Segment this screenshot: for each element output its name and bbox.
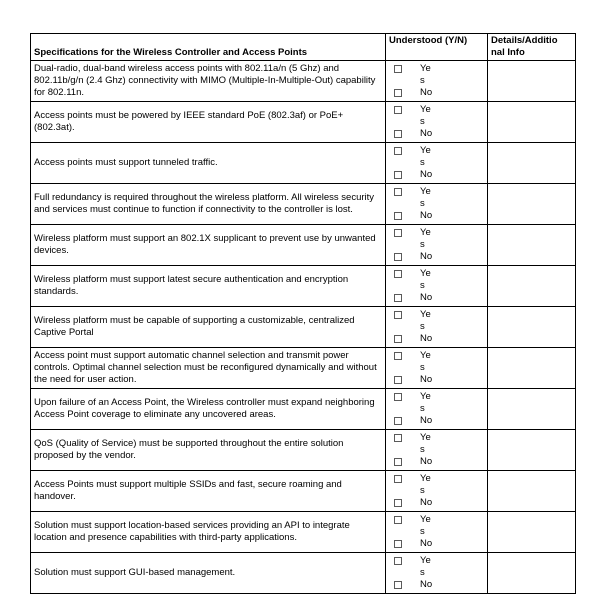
no-label: No xyxy=(420,251,433,262)
yes-option xyxy=(394,473,485,497)
no-checkbox[interactable] xyxy=(394,212,402,220)
no-checkbox[interactable] xyxy=(394,335,402,343)
spec-text: Access Points must support multiple SSIDs and fast, secure roaming and handover. xyxy=(31,471,386,512)
spec-text: Wireless platform must be capable of supporting a customizable, centralized Captive Portal xyxy=(31,307,386,348)
spec-text: Full redundancy is required throughout the wireless platform. All wireless security and services must continue to function if connectivity to the controller is lost. xyxy=(31,184,386,225)
no-checkbox[interactable] xyxy=(394,376,402,384)
yes-option xyxy=(394,63,485,87)
no-option xyxy=(394,292,485,304)
specifications-table xyxy=(30,33,576,594)
table-row xyxy=(31,553,576,594)
yes-checkbox[interactable] xyxy=(394,270,402,278)
details-cell[interactable] xyxy=(488,61,576,102)
yes-option xyxy=(394,104,485,128)
no-label: No xyxy=(420,128,433,139)
table-row xyxy=(31,61,576,102)
yes-checkbox[interactable] xyxy=(394,434,402,442)
understood-cell xyxy=(386,61,488,102)
yes-option xyxy=(394,309,485,333)
table-row xyxy=(31,266,576,307)
yes-checkbox[interactable] xyxy=(394,229,402,237)
yes-label: Yes xyxy=(420,555,431,578)
no-option xyxy=(394,456,485,468)
understood-cell xyxy=(386,471,488,512)
details-cell[interactable] xyxy=(488,348,576,389)
no-checkbox[interactable] xyxy=(394,540,402,548)
yes-label: Yes xyxy=(420,350,431,373)
yes-option xyxy=(394,555,485,579)
yes-label: Yes xyxy=(420,432,431,455)
table-row xyxy=(31,184,576,225)
spec-text: Solution must support location-based services providing an API to integrate location and presence capabilities with third-party applications. xyxy=(31,512,386,553)
table-row xyxy=(31,348,576,389)
understood-cell xyxy=(386,225,488,266)
no-checkbox[interactable] xyxy=(394,253,402,261)
yes-option xyxy=(394,432,485,456)
details-cell[interactable] xyxy=(488,266,576,307)
table-row xyxy=(31,225,576,266)
yes-label: Yes xyxy=(420,63,431,86)
spec-text: Access points must be powered by IEEE standard PoE (802.3af) or PoE+ (802.3at). xyxy=(31,102,386,143)
yes-checkbox[interactable] xyxy=(394,147,402,155)
yes-label: Yes xyxy=(420,145,431,168)
understood-cell xyxy=(386,266,488,307)
header-understood: Understood (Y/N) xyxy=(386,34,488,61)
yes-checkbox[interactable] xyxy=(394,393,402,401)
understood-cell xyxy=(386,348,488,389)
yes-checkbox[interactable] xyxy=(394,65,402,73)
yes-option xyxy=(394,227,485,251)
spec-text: Dual-radio, dual-band wireless access points with 802.11a/n (5 Ghz) and 802.11b/g/n (2.4 Ghz) connectivity with MIMO (Multiple-In-Multiple-Out) capability for 802.11n. xyxy=(31,61,386,102)
yes-label: Yes xyxy=(420,473,431,496)
header-row xyxy=(31,34,576,61)
header-specifications: Specifications for the Wireless Controller and Access Points xyxy=(31,34,386,61)
understood-cell xyxy=(386,102,488,143)
yes-option xyxy=(394,186,485,210)
spec-text: Wireless platform must support latest secure authentication and encryption standards. xyxy=(31,266,386,307)
no-option xyxy=(394,128,485,140)
yes-option xyxy=(394,268,485,292)
understood-cell xyxy=(386,389,488,430)
no-label: No xyxy=(420,333,433,344)
no-checkbox[interactable] xyxy=(394,458,402,466)
yes-checkbox[interactable] xyxy=(394,516,402,524)
details-cell[interactable] xyxy=(488,553,576,594)
yes-label: Yes xyxy=(420,104,431,127)
yes-option xyxy=(394,145,485,169)
table-row xyxy=(31,143,576,184)
no-checkbox[interactable] xyxy=(394,499,402,507)
details-cell[interactable] xyxy=(488,102,576,143)
table-row xyxy=(31,471,576,512)
no-option xyxy=(394,579,485,591)
no-option xyxy=(394,538,485,550)
yes-label: Yes xyxy=(420,309,431,332)
spec-text: Wireless platform must support an 802.1X supplicant to prevent use by unwanted devices. xyxy=(31,225,386,266)
details-cell[interactable] xyxy=(488,512,576,553)
yes-label: Yes xyxy=(420,391,431,414)
no-option xyxy=(394,497,485,509)
no-option xyxy=(394,333,485,345)
details-cell[interactable] xyxy=(488,307,576,348)
spec-text: QoS (Quality of Service) must be supported throughout the entire solution proposed by the vendor. xyxy=(31,430,386,471)
no-label: No xyxy=(420,374,433,385)
yes-label: Yes xyxy=(420,186,431,209)
details-cell[interactable] xyxy=(488,225,576,266)
no-checkbox[interactable] xyxy=(394,89,402,97)
yes-option xyxy=(394,350,485,374)
no-option xyxy=(394,415,485,427)
no-checkbox[interactable] xyxy=(394,581,402,589)
no-label: No xyxy=(420,210,433,221)
no-option xyxy=(394,374,485,386)
spec-text: Upon failure of an Access Point, the Wireless controller must expand neighboring Access Point coverage to eliminate any uncovered areas. xyxy=(31,389,386,430)
no-label: No xyxy=(420,415,433,426)
no-label: No xyxy=(420,456,433,467)
details-cell[interactable] xyxy=(488,471,576,512)
yes-checkbox[interactable] xyxy=(394,475,402,483)
spec-text: Access point must support automatic channel selection and transmit power controls. Optimal channel selection must be reconfigured dynamically and without the need for user action. xyxy=(31,348,386,389)
table-row xyxy=(31,389,576,430)
understood-cell xyxy=(386,307,488,348)
details-cell[interactable] xyxy=(488,184,576,225)
header-details: Details/Additional Info xyxy=(488,34,576,61)
no-label: No xyxy=(420,497,433,508)
no-option xyxy=(394,251,485,263)
spec-text: Solution must support GUI-based management. xyxy=(31,553,386,594)
no-label: No xyxy=(420,292,433,303)
spec-text: Access points must support tunneled traffic. xyxy=(31,143,386,184)
no-option xyxy=(394,87,485,99)
no-option xyxy=(394,210,485,222)
no-option xyxy=(394,169,485,181)
details-cell[interactable] xyxy=(488,389,576,430)
yes-checkbox[interactable] xyxy=(394,106,402,114)
no-label: No xyxy=(420,169,433,180)
table-row xyxy=(31,102,576,143)
understood-cell xyxy=(386,143,488,184)
no-label: No xyxy=(420,579,433,590)
understood-cell xyxy=(386,512,488,553)
understood-cell xyxy=(386,430,488,471)
no-label: No xyxy=(420,538,433,549)
yes-checkbox[interactable] xyxy=(394,352,402,360)
yes-checkbox[interactable] xyxy=(394,557,402,565)
yes-option xyxy=(394,514,485,538)
yes-checkbox[interactable] xyxy=(394,188,402,196)
yes-label: Yes xyxy=(420,514,431,537)
details-cell[interactable] xyxy=(488,430,576,471)
table-row xyxy=(31,512,576,553)
yes-option xyxy=(394,391,485,415)
understood-cell xyxy=(386,553,488,594)
no-checkbox[interactable] xyxy=(394,130,402,138)
no-checkbox[interactable] xyxy=(394,171,402,179)
no-checkbox[interactable] xyxy=(394,294,402,302)
no-checkbox[interactable] xyxy=(394,417,402,425)
table-row xyxy=(31,307,576,348)
yes-label: Yes xyxy=(420,268,431,291)
understood-cell xyxy=(386,184,488,225)
yes-label: Yes xyxy=(420,227,431,250)
table-row xyxy=(31,430,576,471)
details-cell[interactable] xyxy=(488,143,576,184)
no-label: No xyxy=(420,87,433,98)
yes-checkbox[interactable] xyxy=(394,311,402,319)
